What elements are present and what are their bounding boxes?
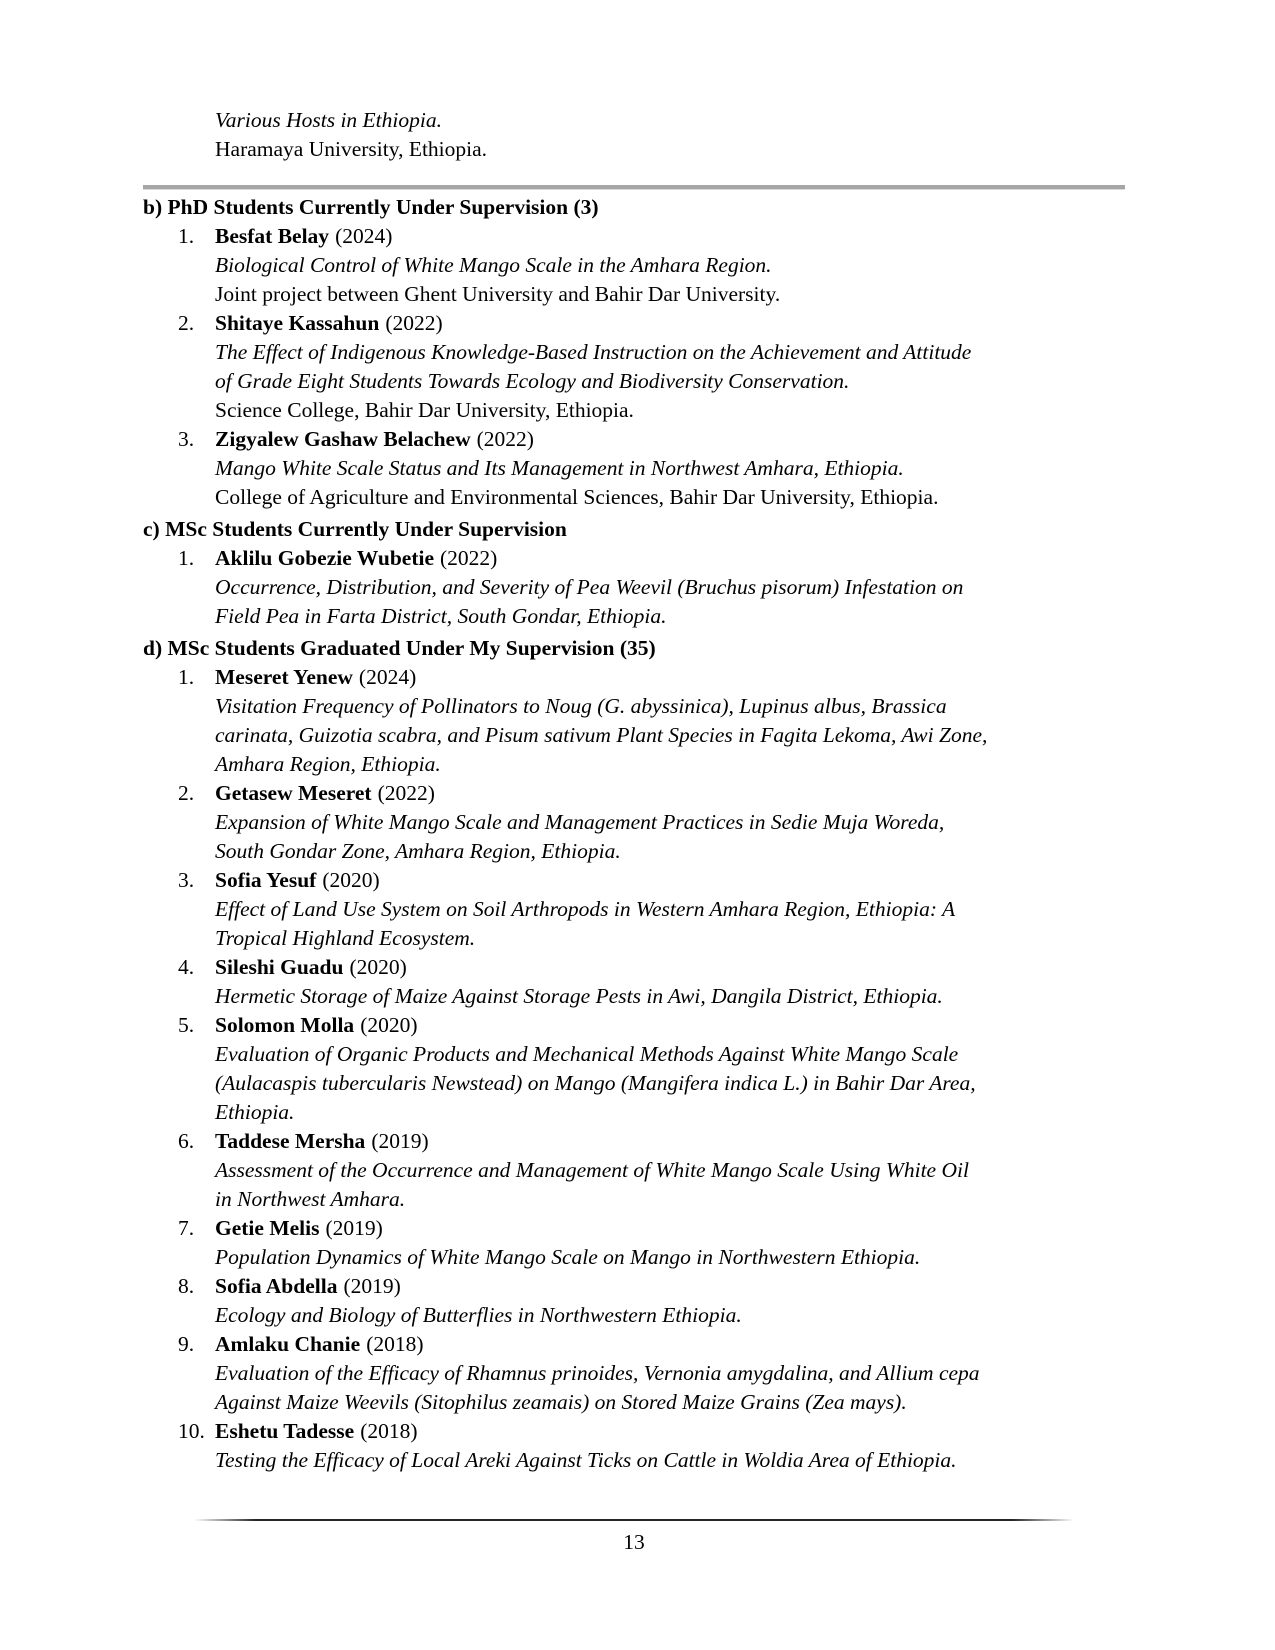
institution-line: College of Agriculture and Environmental Sciences, Bahir Dar University, Ethiopia. (215, 485, 939, 509)
student-name: Amlaku Chanie (215, 1332, 361, 1356)
item-number: 3. (178, 427, 195, 451)
student-year: (2018) (366, 1332, 424, 1356)
section-divider-line (143, 185, 1125, 190)
student-name: Getasew Meseret (215, 781, 372, 805)
student-name: Eshetu Tadesse (215, 1419, 355, 1443)
student-name: Zigyalew Gashaw Belachew (215, 427, 471, 451)
student-item-head (143, 663, 1125, 692)
student-item (143, 1417, 1125, 1475)
page-content (143, 106, 1125, 1557)
student-item (143, 779, 1125, 866)
section-heading: c) MSc Students Currently Under Supervision (143, 517, 567, 541)
thesis-title-line: Evaluation of Organic Products and Mechanical Methods Against White Mango Scale (215, 1042, 959, 1066)
thesis-title-line: Assessment of the Occurrence and Management of White Mango Scale Using White Oil (215, 1158, 969, 1182)
student-name: Sileshi Guadu (215, 955, 344, 979)
student-name: Besfat Belay (215, 224, 330, 248)
student-item-head (143, 866, 1125, 895)
student-name: Getie Melis (215, 1216, 320, 1240)
student-item (143, 1011, 1125, 1127)
supervision-section (143, 634, 1125, 1475)
thesis-title-line: Amhara Region, Ethiopia. (215, 752, 441, 776)
student-year: (2020) (349, 955, 407, 979)
thesis-title-line: Against Maize Weevils (Sitophilus zeamais) on Stored Maize Grains (Zea mays). (215, 1390, 907, 1414)
page-number: 13 (623, 1530, 645, 1554)
student-year: (2019) (371, 1129, 429, 1153)
student-year: (2024) (358, 665, 417, 689)
student-year: (2019) (343, 1274, 401, 1298)
student-name: Aklilu Gobezie Wubetie (215, 546, 434, 570)
item-number: 2. (178, 781, 195, 805)
supervision-section (143, 515, 1125, 631)
student-item (143, 1272, 1125, 1330)
carryover-title-line: Various Hosts in Ethiopia. (215, 108, 442, 132)
item-number: 6. (178, 1129, 195, 1153)
footer-divider-line (194, 1519, 1074, 1521)
student-item (143, 425, 1125, 512)
student-year: (2020) (360, 1013, 418, 1037)
student-item-head (143, 1011, 1125, 1040)
thesis-title-line: Visitation Frequency of Pollinators to Noug (G. abyssinica), Lupinus albus, Brassica (215, 694, 947, 718)
student-item-head (143, 544, 1125, 573)
thesis-title-line: The Effect of Indigenous Knowledge-Based Instruction on the Achievement and Attitude (215, 340, 972, 364)
thesis-title-line: in Northwest Amhara. (215, 1187, 406, 1211)
student-item-head (143, 1127, 1125, 1156)
thesis-title-line: Biological Control of White Mango Scale in the Amhara Region. (215, 253, 772, 277)
student-item (143, 1330, 1125, 1417)
student-item-head (143, 1330, 1125, 1359)
student-year: (2022) (377, 781, 435, 805)
supervision-section (143, 193, 1125, 512)
student-year: (2022) (440, 546, 498, 570)
student-item (143, 222, 1125, 309)
item-number: 4. (178, 955, 195, 979)
student-year: (2022) (476, 427, 534, 451)
item-number: 8. (178, 1274, 195, 1298)
student-year: (2024) (335, 224, 393, 248)
item-number: 10. (178, 1419, 205, 1443)
thesis-title-line: (Aulacaspis tubercularis Newstead) on Mango (Mangifera indica L.) in Bahir Dar Area, (215, 1071, 976, 1095)
item-number: 1. (178, 546, 195, 570)
item-number: 7. (178, 1216, 195, 1240)
thesis-title-line: Expansion of White Mango Scale and Management Practices in Sedie Muja Woreda, (215, 810, 945, 834)
student-item-head (143, 1417, 1125, 1446)
student-item (143, 1127, 1125, 1214)
student-name: Sofia Abdella (215, 1274, 338, 1298)
institution-line: Science College, Bahir Dar University, Ethiopia. (215, 398, 634, 422)
item-number: 5. (178, 1013, 195, 1037)
thesis-title-line: of Grade Eight Students Towards Ecology and Biodiversity Conservation. (215, 369, 850, 393)
thesis-title-line: Occurrence, Distribution, and Severity of Pea Weevil (Bruchus pisorum) Infestation on (215, 575, 964, 599)
student-name: Taddese Mersha (215, 1129, 366, 1153)
thesis-title-line: Population Dynamics of White Mango Scale on Mango in Northwestern Ethiopia. (215, 1245, 921, 1269)
student-year: (2019) (325, 1216, 383, 1240)
student-item-head (143, 309, 1125, 338)
thesis-title-line: Effect of Land Use System on Soil Arthropods in Western Amhara Region, Ethiopia: A (215, 897, 956, 921)
thesis-title-line: Tropical Highland Ecosystem. (215, 926, 476, 950)
student-item-head (143, 425, 1125, 454)
supervision-sections (143, 193, 1125, 1475)
student-name: Sofia Yesuf (215, 868, 317, 892)
student-name: Meseret Yenew (215, 665, 353, 689)
student-year: (2018) (360, 1419, 418, 1443)
student-item (143, 544, 1125, 631)
item-number: 3. (178, 868, 195, 892)
thesis-title-line: Mango White Scale Status and Its Management in Northwest Amhara, Ethiopia. (215, 456, 904, 480)
student-item (143, 1214, 1125, 1272)
thesis-title-line: Evaluation of the Efficacy of Rhamnus prinoides, Vernonia amygdalina, and Allium cepa (215, 1361, 980, 1385)
thesis-title-line: Ecology and Biology of Butterflies in Northwestern Ethiopia. (215, 1303, 742, 1327)
section-heading: b) PhD Students Currently Under Supervision (3) (143, 195, 599, 219)
student-item (143, 309, 1125, 425)
item-number: 9. (178, 1332, 195, 1356)
section-heading: d) MSc Students Graduated Under My Supervision (35) (143, 636, 656, 660)
student-item (143, 953, 1125, 1011)
student-name: Shitaye Kassahun (215, 311, 380, 335)
item-number: 1. (178, 224, 195, 248)
student-item-head (143, 1272, 1125, 1301)
thesis-title-line: carinata, Guizotia scabra, and Pisum sativum Plant Species in Fagita Lekoma, Awi Zone, (215, 723, 988, 747)
carryover-institution-line: Haramaya University, Ethiopia. (215, 137, 488, 161)
student-item-head (143, 222, 1125, 251)
student-year: (2020) (322, 868, 380, 892)
thesis-title-line: Testing the Efficacy of Local Areki Against Ticks on Cattle in Woldia Area of Ethiopia. (215, 1448, 957, 1472)
thesis-title-line: South Gondar Zone, Amhara Region, Ethiopia. (215, 839, 621, 863)
student-year: (2022) (385, 311, 443, 335)
item-number: 2. (178, 311, 195, 335)
thesis-title-line: Ethiopia. (215, 1100, 295, 1124)
student-item (143, 866, 1125, 953)
student-item (143, 663, 1125, 779)
student-item-head (143, 779, 1125, 808)
thesis-title-line: Hermetic Storage of Maize Against Storage Pests in Awi, Dangila District, Ethiopia. (215, 984, 943, 1008)
student-item-head (143, 1214, 1125, 1243)
student-item-head (143, 953, 1125, 982)
thesis-title-line: Field Pea in Farta District, South Gondar, Ethiopia. (215, 604, 667, 628)
student-name: Solomon Molla (215, 1013, 355, 1037)
item-number: 1. (178, 665, 195, 689)
institution-line: Joint project between Ghent University and Bahir Dar University. (215, 282, 781, 306)
